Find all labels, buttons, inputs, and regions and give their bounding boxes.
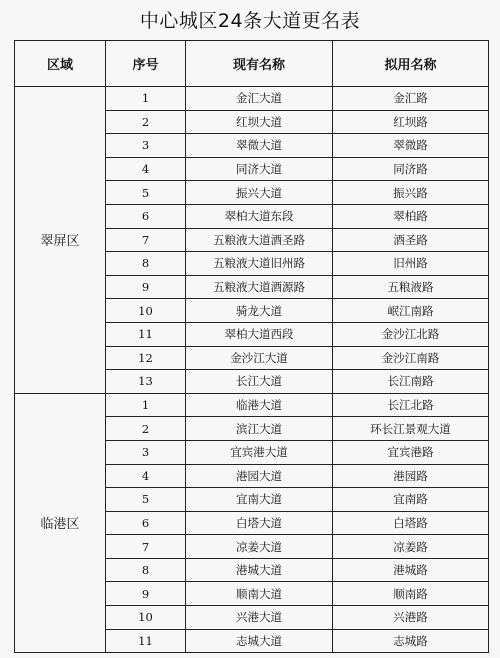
number-cell: 5 bbox=[106, 488, 186, 512]
current-name-cell: 翠柏大道东段 bbox=[186, 204, 333, 228]
rename-table bbox=[14, 40, 489, 653]
proposed-name-cell: 白塔路 bbox=[333, 511, 489, 535]
current-name-cell: 金沙江大道 bbox=[186, 346, 333, 370]
current-name-cell: 凉姜大道 bbox=[186, 535, 333, 559]
proposed-name-cell: 岷江南路 bbox=[333, 299, 489, 323]
current-name-cell: 顺南大道 bbox=[186, 582, 333, 606]
proposed-name-cell: 金沙江南路 bbox=[333, 346, 489, 370]
number-cell: 3 bbox=[106, 440, 186, 464]
current-name-cell: 长江大道 bbox=[186, 370, 333, 394]
current-name-cell: 滨江大道 bbox=[186, 417, 333, 441]
current-name-cell: 五粮液大道旧州路 bbox=[186, 252, 333, 276]
header-district: 区域 bbox=[15, 41, 106, 87]
proposed-name-cell: 翠柏路 bbox=[333, 204, 489, 228]
number-cell: 4 bbox=[106, 464, 186, 488]
header-current-name: 现有名称 bbox=[186, 41, 333, 87]
current-name-cell: 兴港大道 bbox=[186, 606, 333, 630]
current-name-cell: 红坝大道 bbox=[186, 110, 333, 134]
header-proposed-name: 拟用名称 bbox=[333, 41, 489, 87]
proposed-name-cell: 志城路 bbox=[333, 629, 489, 653]
number-cell: 5 bbox=[106, 181, 186, 205]
number-cell: 11 bbox=[106, 322, 186, 346]
number-cell: 4 bbox=[106, 157, 186, 181]
proposed-name-cell: 宜宾港路 bbox=[333, 440, 489, 464]
proposed-name-cell: 振兴路 bbox=[333, 181, 489, 205]
number-cell: 12 bbox=[106, 346, 186, 370]
number-cell: 7 bbox=[106, 228, 186, 252]
current-name-cell: 宜宾港大道 bbox=[186, 440, 333, 464]
header-number: 序号 bbox=[106, 41, 186, 87]
table-row bbox=[15, 393, 489, 417]
proposed-name-cell: 长江北路 bbox=[333, 393, 489, 417]
current-name-cell: 港园大道 bbox=[186, 464, 333, 488]
number-cell: 1 bbox=[106, 393, 186, 417]
number-cell: 2 bbox=[106, 110, 186, 134]
number-cell: 2 bbox=[106, 417, 186, 441]
table-row bbox=[15, 87, 489, 111]
current-name-cell: 志城大道 bbox=[186, 629, 333, 653]
current-name-cell: 白塔大道 bbox=[186, 511, 333, 535]
proposed-name-cell: 翠微路 bbox=[333, 134, 489, 158]
number-cell: 13 bbox=[106, 370, 186, 394]
proposed-name-cell: 同济路 bbox=[333, 157, 489, 181]
current-name-cell: 宜南大道 bbox=[186, 488, 333, 512]
proposed-name-cell: 凉姜路 bbox=[333, 535, 489, 559]
proposed-name-cell: 旧州路 bbox=[333, 252, 489, 276]
number-cell: 1 bbox=[106, 87, 186, 111]
proposed-name-cell: 港园路 bbox=[333, 464, 489, 488]
proposed-name-cell: 五粮液路 bbox=[333, 275, 489, 299]
number-cell: 11 bbox=[106, 629, 186, 653]
district-cell: 临港区 bbox=[15, 393, 106, 653]
proposed-name-cell: 长江南路 bbox=[333, 370, 489, 394]
table-body bbox=[15, 87, 489, 653]
current-name-cell: 翠微大道 bbox=[186, 134, 333, 158]
number-cell: 9 bbox=[106, 275, 186, 299]
current-name-cell: 翠柏大道西段 bbox=[186, 322, 333, 346]
number-cell: 10 bbox=[106, 299, 186, 323]
number-cell: 8 bbox=[106, 558, 186, 582]
proposed-name-cell: 顺南路 bbox=[333, 582, 489, 606]
proposed-name-cell: 酒圣路 bbox=[333, 228, 489, 252]
number-cell: 6 bbox=[106, 204, 186, 228]
current-name-cell: 同济大道 bbox=[186, 157, 333, 181]
current-name-cell: 临港大道 bbox=[186, 393, 333, 417]
current-name-cell: 振兴大道 bbox=[186, 181, 333, 205]
proposed-name-cell: 宜南路 bbox=[333, 488, 489, 512]
current-name-cell: 骑龙大道 bbox=[186, 299, 333, 323]
current-name-cell: 五粮液大道酒源路 bbox=[186, 275, 333, 299]
number-cell: 6 bbox=[106, 511, 186, 535]
proposed-name-cell: 金沙江北路 bbox=[333, 322, 489, 346]
current-name-cell: 五粮液大道酒圣路 bbox=[186, 228, 333, 252]
page-title: 中心城区24条大道更名表 bbox=[139, 10, 361, 32]
number-cell: 7 bbox=[106, 535, 186, 559]
number-cell: 8 bbox=[106, 252, 186, 276]
number-cell: 10 bbox=[106, 606, 186, 630]
proposed-name-cell: 兴港路 bbox=[333, 606, 489, 630]
proposed-name-cell: 金汇路 bbox=[333, 87, 489, 111]
current-name-cell: 港城大道 bbox=[186, 558, 333, 582]
current-name-cell: 金汇大道 bbox=[186, 87, 333, 111]
proposed-name-cell: 港城路 bbox=[333, 558, 489, 582]
number-cell: 9 bbox=[106, 582, 186, 606]
number-cell: 3 bbox=[106, 134, 186, 158]
district-cell: 翠屏区 bbox=[15, 87, 106, 394]
table-header-row bbox=[15, 41, 489, 87]
proposed-name-cell: 红坝路 bbox=[333, 110, 489, 134]
proposed-name-cell: 环长江景观大道 bbox=[333, 417, 489, 441]
